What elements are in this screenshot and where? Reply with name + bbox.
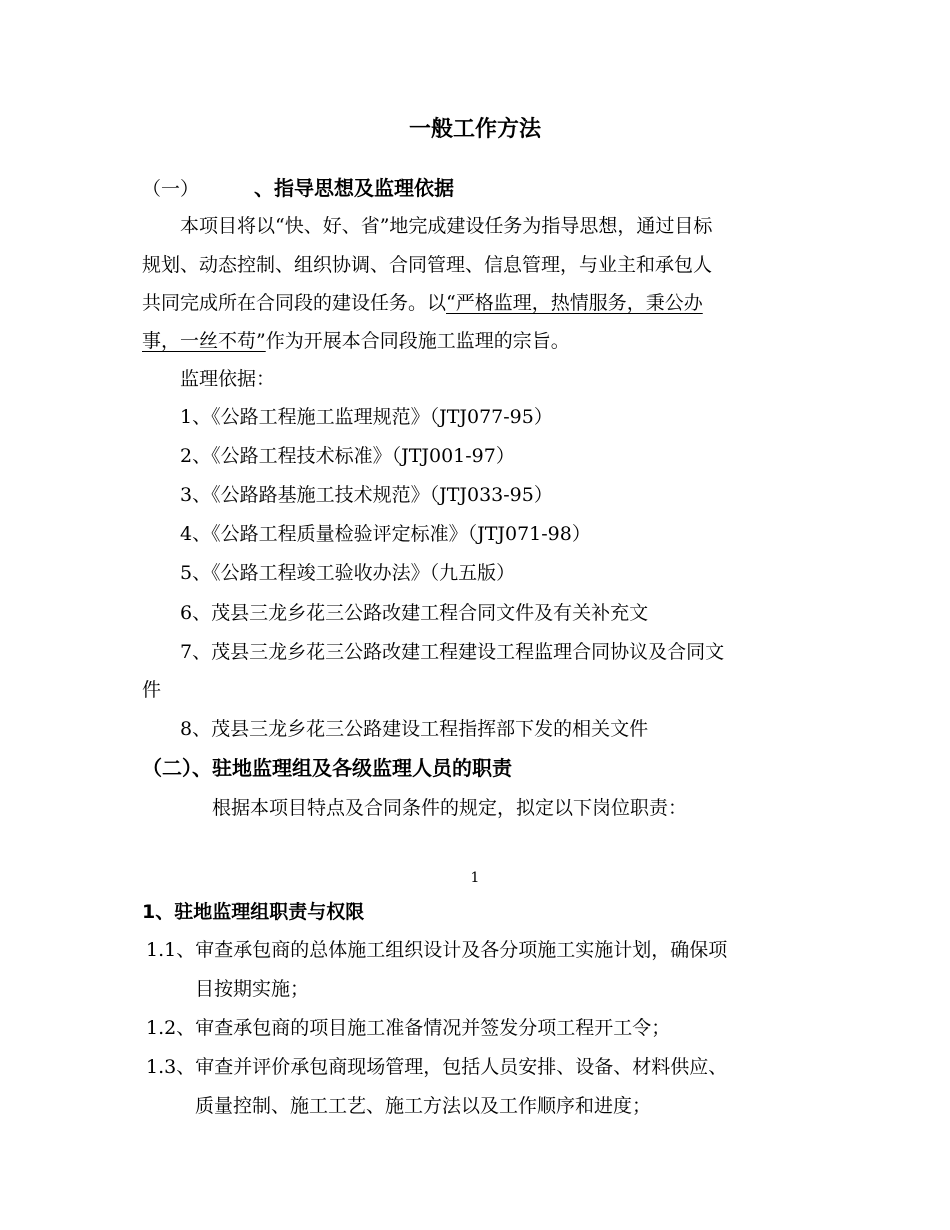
section-1-number: （一） bbox=[142, 178, 200, 200]
paragraph-line-1: 本项目将以“快、好、省”地完成建设任务为指导思想，通过目标 bbox=[180, 215, 713, 237]
duty-item-1-1: 1.1、审查承包商的总体施工组织设计及各分项施工实施计划，确保项 bbox=[146, 939, 728, 961]
paragraph-line-4 bbox=[142, 328, 570, 354]
duty-item-1-1-continuation: 目按期实施； bbox=[195, 978, 310, 1000]
motto-part-1: “严格监理，热情服务，秉公办 bbox=[446, 292, 703, 314]
duty-item-1-3: 1.3、审查并评价承包商现场管理，包括人员安排、设备、材料供应、 bbox=[146, 1056, 728, 1078]
duty-item-1-2: 1.2、审查承包商的项目施工准备情况并签发分项工程开工令； bbox=[146, 1017, 671, 1039]
paragraph-line-3-text: 共同完成所在合同段的建设任务。以 bbox=[142, 292, 447, 314]
basis-item-6: 6、茂县三龙乡花三公路改建工程合同文件及有关补充文 bbox=[180, 602, 649, 624]
duty-item-1-3-continuation: 质量控制、施工工艺、施工方法以及工作顺序和进度； bbox=[195, 1095, 652, 1117]
basis-item-7: 7、茂县三龙乡花三公路改建工程建设工程监理合同协议及合同文 bbox=[180, 641, 725, 663]
section-1-heading bbox=[142, 175, 454, 202]
section-2-intro: 根据本项目特点及合同条件的规定，拟定以下岗位职责： bbox=[212, 797, 688, 819]
document-title: 一般工作方法 bbox=[408, 117, 541, 142]
motto-part-2: 事，一丝不苟” bbox=[142, 330, 266, 352]
basis-item-8: 8、茂县三龙乡花三公路建设工程指挥部下发的相关文件 bbox=[180, 718, 649, 740]
basis-item-2: 2、《公路工程技术标准》（JTJ001-97） bbox=[180, 445, 515, 467]
basis-item-7-continuation: 件 bbox=[142, 679, 162, 701]
paragraph-line-2: 规划、动态控制、组织协调、合同管理、信息管理，与业主和承包人 bbox=[142, 254, 713, 276]
basis-item-5: 5、《公路工程竣工验收办法》（九五版） bbox=[180, 562, 516, 584]
section-3-heading: 1、驻地监理组职责与权限 bbox=[142, 901, 365, 923]
paragraph-line-3 bbox=[142, 290, 703, 316]
paragraph-tail: 作为开展本合同段施工监理的宗旨。 bbox=[265, 330, 570, 352]
section-2-heading: （二）、驻地监理组及各级监理人员的职责 bbox=[142, 756, 512, 780]
basis-label: 监理依据： bbox=[180, 368, 276, 390]
basis-item-1: 1、《公路工程施工监理规范》（JTJ077-95） bbox=[180, 406, 553, 428]
section-1-title: 、指导思想及监理依据 bbox=[254, 176, 454, 200]
basis-item-4: 4、《公路工程质量检验评定标准》（JTJ071-98） bbox=[180, 523, 591, 545]
basis-item-3: 3、《公路路基施工技术规范》（JTJ033-95） bbox=[180, 484, 553, 506]
page-number: 1 bbox=[470, 870, 480, 886]
